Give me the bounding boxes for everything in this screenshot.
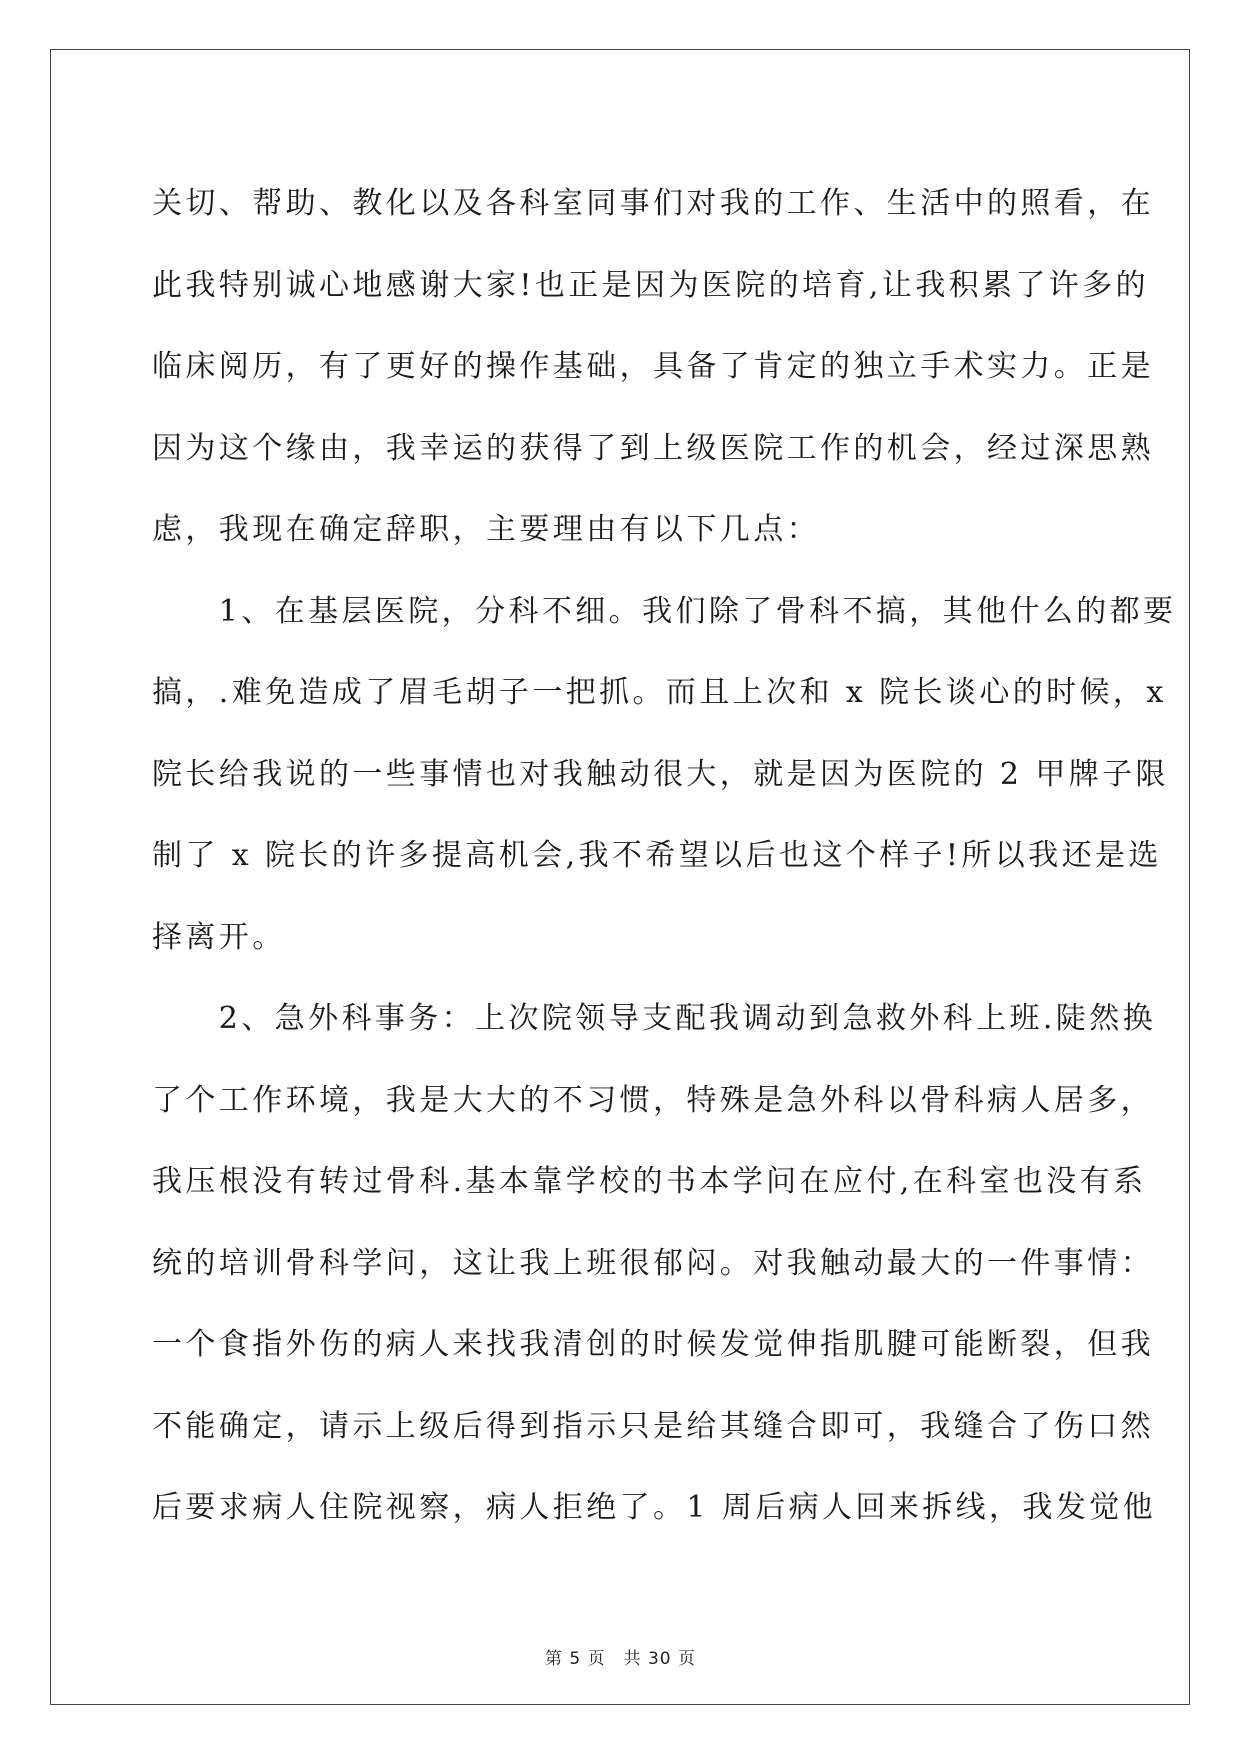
text-line: 统的培训骨科学问，这让我上班很郁闷。对我触动最大的一件事情： <box>152 1245 1154 1281</box>
text-line: 一个食指外伤的病人来找我清创的时候发觉伸指肌腱可能断裂，但我 <box>152 1327 1154 1362</box>
text-line: 不能确定，请示上级后得到指示只是给其缝合即可，我缝合了伤口然 <box>152 1408 1154 1444</box>
text-line: 此我特别诚心地感谢大家!也正是因为医院的培育,让我积累了许多的 <box>152 267 1149 303</box>
text-line: 2、急外科事务：上次院领导支配我调动到急救外科上班.陡然换 <box>152 1001 1157 1036</box>
text-line: 关切、帮助、教化以及各科室同事们对我的工作、生活中的照看，在 <box>152 186 1154 221</box>
text-line: 因为这个缘由，我幸运的获得了到上级医院工作的机会，经过深思熟 <box>152 430 1154 466</box>
text-line: 择离开。 <box>152 919 286 955</box>
document-body <box>152 163 1177 1549</box>
text-line: 了个工作环境，我是大大的不习惯，特殊是急外科以骨科病人居多， <box>152 1082 1154 1118</box>
page-total: 共 30 页 <box>623 1649 697 1669</box>
text-line: 1、在基层医院，分科不细。我们除了骨科不搞，其他什么的都要 <box>152 593 1177 629</box>
text-line: 搞，.难免造成了眉毛胡子一把抓。而且上次和 x 院长谈心的时候，x <box>152 675 1167 710</box>
text-line: 我压根没有转过骨科.基本靠学校的书本学问在应付,在科室也没有系 <box>152 1164 1147 1199</box>
page-number: 第 5 页 <box>544 1649 606 1669</box>
page-footer <box>0 1644 1241 1669</box>
text-line: 制了 x 院长的许多提高机会,我不希望以后也这个样子!所以我还是选 <box>152 838 1162 873</box>
text-line: 后要求病人住院视察，病人拒绝了。1 周后病人回来拆线，我发觉他 <box>152 1490 1157 1525</box>
text-line: 临床阅历，有了更好的操作基础，具备了肯定的独立手术实力。正是 <box>152 349 1154 384</box>
text-line: 院长给我说的一些事情也对我触动很大，就是因为医院的 2 甲牌子限 <box>152 756 1169 792</box>
text-line: 虑，我现在确定辞职，主要理由有以下几点： <box>152 512 820 547</box>
